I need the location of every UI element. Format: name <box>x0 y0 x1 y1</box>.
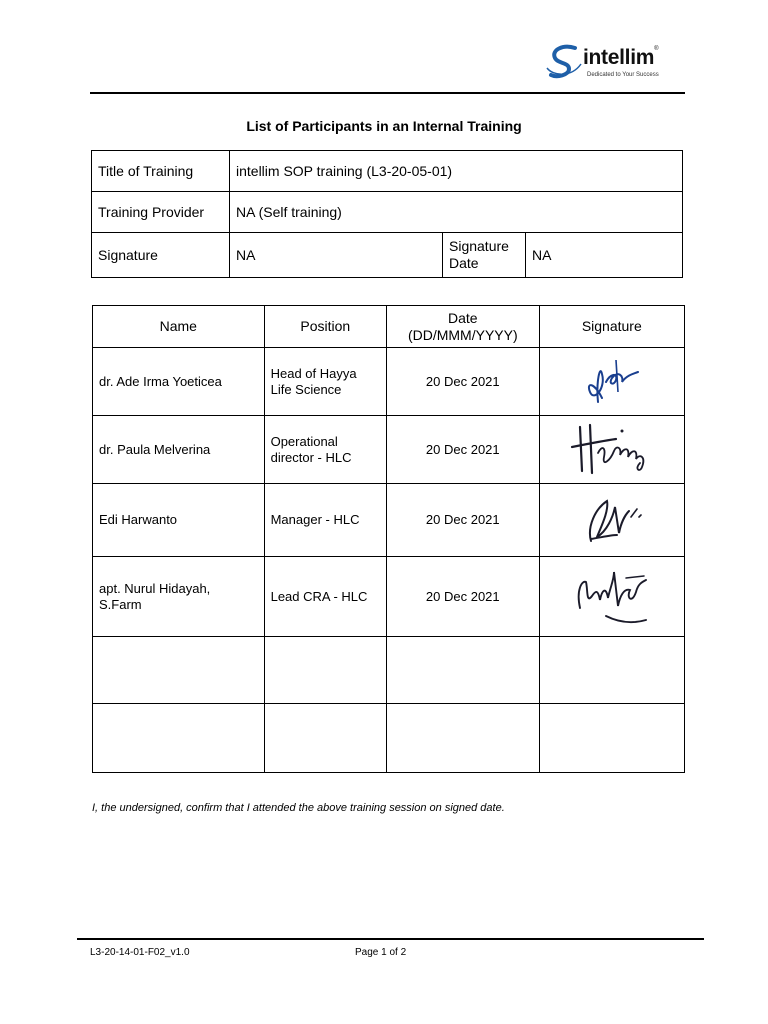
column-header-name: Name <box>93 306 265 348</box>
signature-label: Signature <box>92 233 230 278</box>
intellim-logo-mark-icon <box>545 42 585 84</box>
participant-name: dr. Paula Melverina <box>93 416 265 484</box>
participant-signature <box>539 348 684 416</box>
page-number: Page 1 of 2 <box>355 947 407 958</box>
handwritten-signature-icon <box>567 487 657 549</box>
empty-cell <box>539 704 684 773</box>
participant-signature <box>539 557 684 637</box>
confirmation-statement: I, the undersigned, confirm that I attended the above training session on signed date. <box>92 802 505 814</box>
column-header-date: Date (DD/MMM/YYYY) <box>387 306 540 348</box>
header-divider <box>90 92 685 94</box>
logo-wordmark: intellim® <box>583 46 659 69</box>
document-title: List of Participants in an Internal Training <box>246 118 522 134</box>
participant-position: Operational director - HLC <box>264 416 386 484</box>
table-row <box>93 348 685 416</box>
handwritten-signature-icon <box>562 560 662 630</box>
training-info-table <box>91 150 683 278</box>
participant-position: Lead CRA - HLC <box>264 557 386 637</box>
participant-position: Manager - HLC <box>264 484 386 557</box>
table-row <box>93 416 685 484</box>
participant-signature <box>539 484 684 557</box>
participants-table <box>92 305 685 773</box>
participant-name: Edi Harwanto <box>93 484 265 557</box>
column-header-position: Position <box>264 306 386 348</box>
title-of-training-value: intellim SOP training (L3-20-05-01) <box>230 151 683 192</box>
column-header-signature: Signature <box>539 306 684 348</box>
empty-cell <box>539 637 684 704</box>
footer-divider <box>77 938 704 940</box>
title-of-training-label: Title of Training <box>92 151 230 192</box>
participant-date: 20 Dec 2021 <box>387 557 540 637</box>
empty-cell <box>387 637 540 704</box>
table-row <box>93 637 685 704</box>
table-row <box>93 704 685 773</box>
participant-name: dr. Ade Irma Yoeticea <box>93 348 265 416</box>
training-provider-label: Training Provider <box>92 192 230 233</box>
participant-date: 20 Dec 2021 <box>387 348 540 416</box>
participant-signature <box>539 416 684 484</box>
table-row <box>93 484 685 557</box>
handwritten-signature-icon <box>572 352 652 408</box>
participant-date: 20 Dec 2021 <box>387 484 540 557</box>
signature-value: NA <box>230 233 443 278</box>
signature-date-value: NA <box>526 233 683 278</box>
empty-cell <box>387 704 540 773</box>
participant-name: apt. Nurul Hidayah, S.Farm <box>93 557 265 637</box>
signature-date-label: Signature Date <box>443 233 526 278</box>
empty-cell <box>264 704 386 773</box>
table-row <box>93 557 685 637</box>
handwritten-signature-icon <box>562 417 662 479</box>
empty-cell <box>264 637 386 704</box>
participant-date: 20 Dec 2021 <box>387 416 540 484</box>
empty-cell <box>93 637 265 704</box>
document-code: L3-20-14-01-F02_v1.0 <box>90 947 190 958</box>
intellim-logo <box>545 42 680 84</box>
training-provider-value: NA (Self training) <box>230 192 683 233</box>
participant-position: Head of Hayya Life Science <box>264 348 386 416</box>
participants-header-row <box>93 306 685 348</box>
empty-cell <box>93 704 265 773</box>
logo-tagline: Dedicated to Your Success <box>587 72 659 78</box>
